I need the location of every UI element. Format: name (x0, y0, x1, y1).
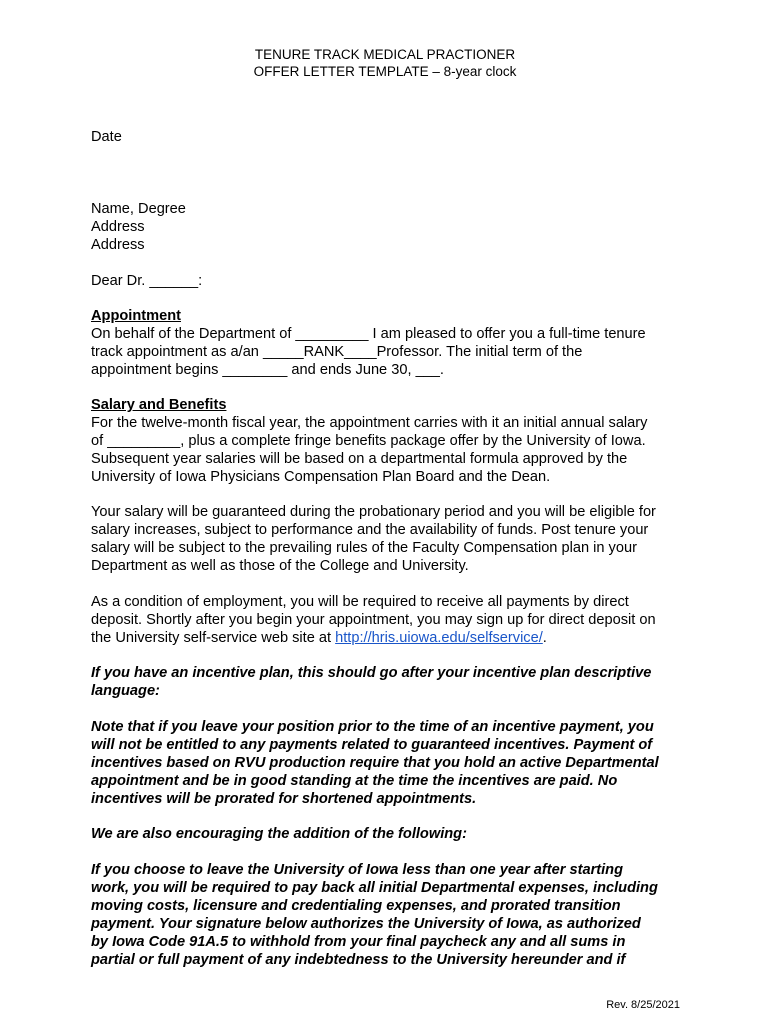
paragraph-line: If you choose to leave the University of Iowa less than one year after starting (91, 862, 624, 878)
paragraph-line: salary will be subject to the prevailing rules of the Faculty Compensation plan in your (91, 540, 637, 556)
paragraph-line (91, 629, 691, 647)
paragraph-line: of _________, plus a complete fringe benefits package offer by the University of Iowa. (91, 433, 646, 449)
recipient-address-line: Address (91, 237, 145, 253)
recipient-name: Name, Degree (91, 201, 186, 217)
paragraph-line: If you have an incentive plan, this should go after your incentive plan descriptive (91, 665, 652, 681)
salary-heading: Salary and Benefits (91, 397, 227, 413)
paragraph-line (91, 343, 691, 361)
salary-section (91, 396, 691, 486)
direct-deposit-paragraph (91, 593, 691, 647)
appointment-text: Professor. The initial term of the (376, 344, 583, 360)
deposit-text: the University self-service web site at (91, 630, 336, 646)
paragraph-line: University of Iowa Physicians Compensation Plan Board and the Dean. (91, 469, 551, 485)
paragraph-line: Subsequent year salaries will be based on a departmental formula approved by the (91, 451, 628, 467)
revision-date: Rev. 8/25/2021 (606, 999, 680, 1011)
appointment-section (91, 307, 691, 379)
paragraph-line: incentives based on RVU production require that you hold an active Departmental (91, 755, 659, 771)
encourage-line (91, 825, 691, 843)
paragraph-line: On behalf of the Department of _________ I am pleased to offer you a full-time tenure (91, 326, 646, 342)
appointment-text: track appointment as a/an (91, 344, 263, 360)
document-title: TENURE TRACK MEDICAL PRACTIONER (254, 47, 516, 62)
repayment-paragraph (91, 861, 691, 969)
deposit-text: . (542, 630, 547, 646)
salutation-text: Dear Dr. ______: (91, 273, 203, 289)
paragraph-line: Department as well as those of the College and University. (91, 558, 469, 574)
incentive-intro (91, 664, 691, 700)
paragraph-line: moving costs, licensure and credentialing expenses, and prorated transition (91, 898, 621, 914)
rank-blank: _____RANK____ (262, 344, 377, 360)
appointment-heading: Appointment (91, 308, 181, 324)
date-field (91, 128, 691, 146)
paragraph-line: by Iowa Code 91A.5 to withhold from your final paycheck any and all sums in (91, 934, 626, 950)
paragraph-line: As a condition of employment, you will be required to receive all payments by direct (91, 594, 629, 610)
paragraph-line: payment. Your signature below authorizes the University of Iowa, as authorized (91, 916, 641, 932)
paragraph-line: Your salary will be guaranteed during the probationary period and you will be eligible for (91, 504, 656, 520)
date-label: Date (91, 129, 122, 145)
recipient-address-line: Address (91, 219, 145, 235)
paragraph-line: salary increases, subject to performance and the availability of funds. Post tenure your (91, 522, 649, 538)
salutation (91, 272, 691, 290)
salary-guarantee-paragraph (91, 503, 691, 575)
incentive-note (91, 718, 691, 808)
paragraph-line: partial or full payment of any indebtedness to the University hereunder and if (91, 952, 626, 968)
selfservice-link[interactable]: http://hris.uiowa.edu/selfservice/ (335, 630, 543, 646)
paragraph-line: Note that if you leave your position prior to the time of an incentive payment, you (91, 719, 654, 735)
paragraph-line: language: (91, 683, 160, 699)
paragraph-line: appointment begins ________ and ends June 30, ___. (91, 362, 444, 378)
paragraph-line: appointment and be in good standing at the time the incentives are paid. No (91, 773, 618, 789)
paragraph-line: For the twelve-month fiscal year, the appointment carries with it an initial annual salary (91, 415, 648, 431)
recipient-address-block (91, 200, 691, 254)
paragraph-line: We are also encouraging the addition of the following: (91, 826, 467, 842)
paragraph-line: work, you will be required to pay back all initial Departmental expenses, including (91, 880, 658, 896)
paragraph-line: deposit. Shortly after you begin your appointment, you may sign up for direct deposit on (91, 612, 656, 628)
paragraph-line: incentives will be prorated for shortened appointments. (91, 791, 477, 807)
paragraph-line: will not be entitled to any payments related to guaranteed incentives. Payment of (91, 737, 653, 753)
document-subtitle: OFFER LETTER TEMPLATE – 8-year clock (253, 64, 517, 79)
